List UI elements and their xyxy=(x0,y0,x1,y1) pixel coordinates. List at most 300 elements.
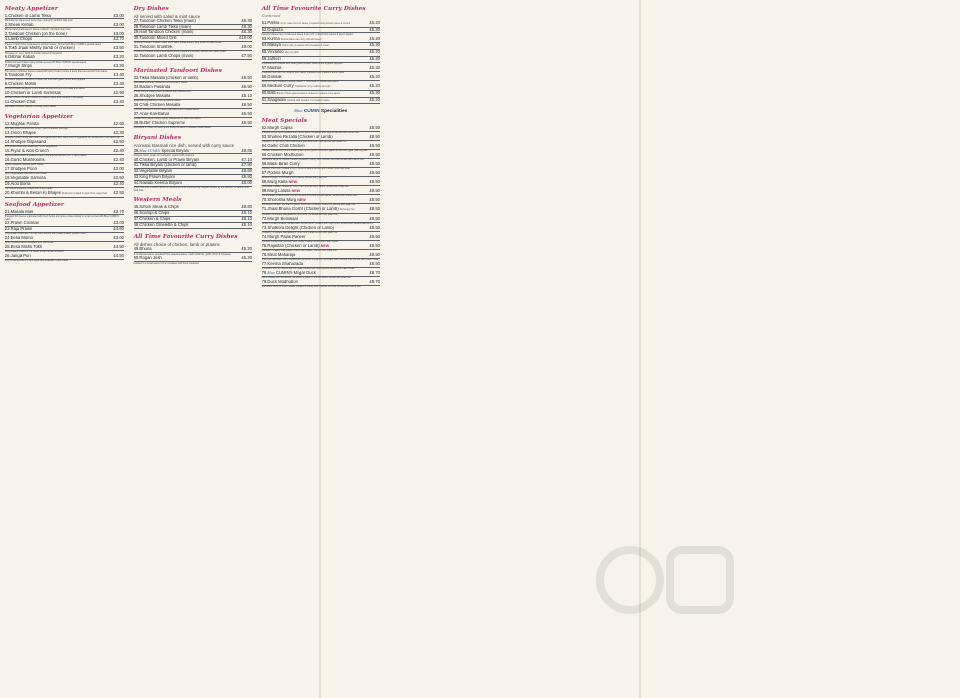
menu-item-description: Hot sweet 'n' sour, lamb or chicken tossed in tamarind xyxy=(4,51,62,55)
section-title xyxy=(134,197,252,204)
menu-item-name xyxy=(5,221,112,226)
section-title-text: Biryani Dishes xyxy=(133,135,181,142)
menu-item-name-text: 22.Prawn Cocktail xyxy=(4,221,39,226)
menu-item-name-text: 7.Murgh Strips xyxy=(4,64,33,69)
menu-item-name-text: 50.Rogan Josh xyxy=(133,256,162,261)
menu-item-name xyxy=(134,247,240,252)
menu-item-name xyxy=(134,217,240,222)
menu-item-name xyxy=(262,244,368,249)
menu-item-description: Tender chicken breasts, stuffed with minced lamb, cooked with fresh spice served with nawabi keema rice xyxy=(261,222,374,226)
section-subtitle: All dishes choice of chicken, lamb or prawns xyxy=(133,242,220,248)
menu-item-name-text: 28.Tandoori Lamb Tikka (main) xyxy=(133,24,192,29)
menu-item-name xyxy=(134,163,240,168)
menu-item-price: £6.50 xyxy=(241,119,252,125)
menu-item xyxy=(5,236,124,245)
section-title xyxy=(262,6,380,20)
menu-item-price: £3.00 xyxy=(113,21,124,27)
menu-item-description: Shredded chicken, stir fried in garlic, herbs and mustard. Fairly dry, served with plain rice xyxy=(261,203,356,207)
menu-item-name-text: 47.Chicken & Chips xyxy=(133,217,171,221)
menu-item-name-text: 69.Murg Lalusa xyxy=(261,189,291,193)
menu-item-name xyxy=(262,153,368,158)
section-title xyxy=(134,234,252,241)
menu-item-name-text: 26.Janga Puri xyxy=(4,254,31,259)
menu-item-name-text: 21.Masala Mas xyxy=(4,209,34,214)
menu-item-description: A popular dish cooked with fresh green chillies, diced onion & green peppers xyxy=(261,62,343,66)
menu-item-price: £8.50 xyxy=(369,134,380,140)
menu-item-price: £2.40 xyxy=(113,180,124,186)
menu-item-price: £7.80 xyxy=(241,162,252,168)
menu-item-name xyxy=(262,66,368,71)
menu-item-price: £5.10 xyxy=(241,92,252,98)
menu-item-name-text: 16.Garlic Mushrooms xyxy=(4,157,45,162)
menu-item-price: £8.50 xyxy=(369,242,380,248)
menu-item-name xyxy=(262,235,368,240)
menu-item-price: £6.30 xyxy=(241,23,252,29)
menu-item-price: £2.50 xyxy=(113,139,124,144)
menu-item xyxy=(5,131,124,140)
menu-item-price: £8.80 xyxy=(241,204,252,210)
section-title-text: All Time Favourite Curry Dishes xyxy=(261,5,366,12)
menu-item-price: £3.00 xyxy=(113,30,124,36)
menu-item-name-text: 23.Raja Prawn xyxy=(4,227,33,232)
menu-item-price: £8.70 xyxy=(369,278,380,284)
menu-item-description: Mushroom coated in gram flour, deep fried xyxy=(62,191,107,195)
menu-item xyxy=(5,14,124,23)
menu-item-description: Duck cooked with tomatoes, coriander & garlic in a thick sauce served with pilau rice xyxy=(261,276,351,280)
menu-item xyxy=(5,46,124,55)
menu-item-name xyxy=(5,182,112,187)
menu-item xyxy=(5,245,124,254)
menu-item-name-text: 31.Tandoori Shashlik xyxy=(133,45,173,50)
menu-item-price: £6.10 xyxy=(241,216,252,221)
menu-item-description: Cooked in a rich spicy thick sauce and garnished with nuts served with pilau rice xyxy=(261,140,347,144)
menu-item-description: Soft potato filled with seasoned mixed vegetables xyxy=(4,145,58,149)
menu-item-price: £5.20 xyxy=(241,255,252,261)
menu-item-price: £8.50 xyxy=(369,260,380,266)
menu-item-name xyxy=(134,223,240,228)
menu-item-price: £6.50 xyxy=(241,74,252,80)
menu-item xyxy=(262,171,380,180)
menu-item-description: Marinated & further cooked in rich & creamy sauce xyxy=(133,81,188,85)
menu-item-name xyxy=(262,57,368,62)
menu-item xyxy=(262,144,380,153)
menu-item-name-text: 32.Tandoori Lamb Chops (main) xyxy=(133,54,194,59)
menu-item-name-text: 42.Vegetable Biryani xyxy=(133,169,173,174)
menu-item-name-text: 6.Dilbhar Kabab xyxy=(4,55,35,60)
menu-item-name-text: 29.Half Tandoori Chicken (main) xyxy=(133,30,194,35)
menu-item-row xyxy=(262,84,380,91)
menu-item-price: £5.20 xyxy=(369,42,380,48)
section-subtitle: All served with salad & mint sauce xyxy=(133,13,201,19)
menu-item-name xyxy=(262,171,368,176)
menu-item xyxy=(262,207,380,217)
menu-item-price: £3.00 xyxy=(113,12,124,18)
menu-item-price: £8.50 xyxy=(369,143,380,149)
menu-item-row xyxy=(262,21,380,28)
menu-item xyxy=(262,271,380,280)
menu-item-name-text: 10.Chicken or Lamb Samosas xyxy=(4,91,61,96)
menu-item-description: King prawns tossed in light spice and wrapped in puri bread xyxy=(4,259,68,263)
menu-item-description: A medium dish of minced lamb & peas cooked with fresh spices served with naan bread xyxy=(261,267,355,271)
menu-item xyxy=(5,158,124,167)
menu-item xyxy=(5,55,124,64)
menu-item-price: £3.50 xyxy=(113,45,124,51)
brand-cumin-text: CUMIN xyxy=(303,109,320,115)
menu-item-name-text: 78. xyxy=(261,270,268,275)
menu-item-description: Chicken cooked in home made chilli sauce and masala sauce xyxy=(133,108,199,112)
menu-item-description: Cooked with spinach in a medium sauce xyxy=(286,98,330,102)
menu-item-name xyxy=(262,37,368,43)
menu-item-name-text: 51.Pathia xyxy=(261,20,280,25)
menu-item-name xyxy=(262,75,368,80)
menu-item-name-text: 59.Medium Curry xyxy=(261,83,294,88)
menu-item-description: Cooked in a unique Bangladeshi citrus fruit, pureé served with plain rice xyxy=(261,213,338,217)
menu-item xyxy=(262,98,380,105)
menu-item xyxy=(262,57,380,66)
menu-item xyxy=(262,75,380,84)
menu-item-price: £6.50 xyxy=(241,83,252,89)
menu-item-row xyxy=(262,43,380,50)
menu-item-price: £2.50 xyxy=(113,189,124,195)
menu-item-name xyxy=(5,91,112,96)
section-title xyxy=(262,118,380,125)
menu-item-name xyxy=(5,191,112,197)
menu-item-description: Kurma dishes are very mild and sweet xyxy=(280,37,322,41)
menu-item-price: £2.90 xyxy=(113,90,124,96)
menu-item-name-text: 1.Chicken or Lamb Tikka xyxy=(4,13,51,18)
menu-item-name xyxy=(262,50,368,56)
new-badge: NEW xyxy=(320,243,330,248)
menu-item-description: A rich yet mild lamb curry cooked with almonds & yoghurt, sprinkled with crushed nuts served with mattor pilau xyxy=(261,258,379,262)
menu-item xyxy=(5,64,124,73)
menu-item-description: Succulent strips of chicken breasts cooked in honey and crushed red chilli served with carrot rice xyxy=(261,158,364,162)
menu-item-name-text: 14.Shobjee Dilpasand xyxy=(4,140,46,144)
menu-item-price: £10.00 xyxy=(239,35,252,41)
menu-item-description: Chicken cooked with spinach and Indian cheese served with naan bread xyxy=(261,240,339,244)
menu-item-name xyxy=(134,19,240,24)
menu-item-name-text: 68.Murg Kalla xyxy=(261,180,288,185)
section-title-text: Meat Specials xyxy=(261,118,308,125)
menu-item-description: Marinated in spices and herbs then cooked in tandoori clay oven xyxy=(4,18,73,22)
menu-item-description: A rich rice dish in which mince is transformed into a wonderfully fragrant biryani by the addition of saffron and fried nuts xyxy=(133,186,249,192)
menu-item-price: £8.50 xyxy=(369,205,380,211)
menu-section xyxy=(262,108,380,289)
specialities-heading xyxy=(262,108,380,115)
menu-item-name-text: 34.Badam Pasanda xyxy=(133,84,171,89)
menu-item-name-text: 60.Balti xyxy=(261,90,276,95)
menu-item xyxy=(5,122,124,131)
menu-item-price: £2.40 xyxy=(113,156,124,162)
section-title xyxy=(5,6,124,13)
menu-item xyxy=(262,162,380,171)
menu-column-right xyxy=(256,0,384,698)
menu-item xyxy=(5,37,124,46)
menu-item-description: Chicken fried then cooked in rich, coconut sauce served with narikel (coconut) pilau xyxy=(261,167,350,171)
menu-item-description: King prawns tossed in hot sweet & sour tamarind sauce xyxy=(4,250,64,254)
menu-item-name xyxy=(5,55,112,60)
menu-item-name-text: 49.Bhuna xyxy=(133,247,152,252)
menu-item-name xyxy=(134,112,240,117)
menu-item-name xyxy=(134,121,240,126)
menu-item-description: Cooked with diced onions, lightly sweetened in thick mild sauce xyxy=(133,117,201,121)
menu-item-name-text: 41.Tikka Biryani (chicken or lamb) xyxy=(133,163,197,168)
menu-item-price: £8.50 xyxy=(369,161,380,167)
brand-blue-text: Blue CUMIN xyxy=(139,148,161,153)
menu-item-name-text: 61.Saagwala xyxy=(261,97,286,102)
menu-item-name xyxy=(5,122,112,127)
menu-item-name xyxy=(134,103,240,108)
menu-item-row xyxy=(262,37,380,44)
menu-item-name-text: 76.Meat Maharaja xyxy=(261,252,296,257)
menu-item-name-text: 43.King Prawn Biryani xyxy=(133,175,175,180)
menu-item-name xyxy=(5,236,112,241)
menu-item-price: £8.50 xyxy=(369,170,380,176)
menu-item-name-text: 3.Tandoori Chicken (on the bone) xyxy=(4,31,67,36)
menu-item-price: £8.50 xyxy=(369,152,380,158)
menu-item-price: £6.10 xyxy=(241,221,252,227)
new-badge: NEW xyxy=(288,180,298,185)
menu-item-name-text: 48.Chicken Omelette & Chips xyxy=(133,222,189,227)
menu-item-price: £9.80 xyxy=(241,174,252,180)
menu-item xyxy=(134,103,252,112)
menu-item xyxy=(5,227,124,236)
menu-item-name-text: 38.Butter Chicken Supreme xyxy=(133,120,186,125)
menu-item xyxy=(5,191,124,198)
menu-item-name-text: 33.Tikka Masalla (chicken or lamb) xyxy=(133,75,199,80)
menu-item xyxy=(262,198,380,207)
menu-item xyxy=(262,244,380,253)
menu-item-description: Minced chicken wrapped in soft bread served with crunchy salad and sauce xyxy=(4,87,85,91)
menu-item-description: Cooked in a fairly thick sauce (chef's own made), served with Pilau rice xyxy=(261,249,337,253)
menu-item xyxy=(262,21,380,28)
menu-item-name-text: 62.Murgh Capsa xyxy=(261,126,293,131)
menu-item-name xyxy=(262,180,368,185)
menu-item xyxy=(5,91,124,100)
menu-item-name-text: 57.Madras xyxy=(261,65,282,70)
menu-item-name-text: 77.Keema Shahazada xyxy=(261,261,304,266)
menu-item-name-text: 25.Eesa Mishti Tokh xyxy=(4,245,43,250)
menu-item-name-text: 70.Shorosha Murg xyxy=(261,197,297,202)
menu-item-name-text: 75.Rajastan (Chicken or Lamb) xyxy=(261,243,320,248)
menu-item-name xyxy=(5,149,112,154)
menu-item xyxy=(5,82,124,91)
menu-item-price: £8.50 xyxy=(369,125,380,131)
menu-item-row xyxy=(262,98,380,105)
menu-item-description: A popular dish with hot, slightly sour taste, prepared with chillies & lemon juice xyxy=(261,71,345,75)
menu-item-description: Traditional curry medium strength xyxy=(294,84,331,88)
menu-item-name-text: 58.Dansak xyxy=(261,74,282,79)
section-title-text: Vegetarian Appetizer xyxy=(4,114,74,121)
menu-item-name-text: 15.Piyaz & Aloo Crunch xyxy=(4,148,49,153)
menu-item-price: £5.20 xyxy=(369,73,380,79)
menu-column-left xyxy=(0,0,128,698)
menu-item-description: Extremely hot xyxy=(339,207,355,211)
menu-item xyxy=(262,217,380,226)
menu-item-price: £3.40 xyxy=(113,99,124,105)
menu-item-price: £5.20 xyxy=(369,64,380,70)
menu-item-name xyxy=(262,262,368,267)
menu-item-name-text: 52.Dupiaza xyxy=(261,27,283,32)
menu-item-name-text: 5.Tokh Jhaal Mishty (lamb or chicken) xyxy=(4,46,75,51)
menu-item-name xyxy=(134,158,240,163)
menu-item-description: Thin sliced potatoes coated with crispy batter xyxy=(4,186,53,190)
menu-item xyxy=(134,149,252,158)
section-title-text: Marinated Tandoori Dishes xyxy=(133,67,222,74)
menu-item-name xyxy=(5,140,112,145)
menu-item-description: Chunks of chicken & lamb with sauté onion, peppers & tomato, served with naan bread xyxy=(133,50,226,54)
menu-item-name xyxy=(262,217,368,222)
menu-item-price: £7.10 xyxy=(241,156,252,162)
menu-item-description: Marinated in butter & mixed spice further cooked in delicate cream sauce xyxy=(133,126,211,130)
menu-item-name-text: 54.Malaya xyxy=(261,43,281,48)
menu-item-name xyxy=(5,254,112,259)
menu-item-name xyxy=(262,21,368,27)
menu-item-name-text: 56.Jalfrezi xyxy=(261,56,281,61)
menu-item-description: Spicy minced prawns wrapped with soft bread xyxy=(4,241,54,245)
menu-item-price: £3.70 xyxy=(113,208,124,214)
menu-item-price: £5.20 xyxy=(241,246,252,252)
menu-item-name-text: 19.Aloo Borra xyxy=(4,181,31,186)
menu-item-description: Combination of sliced and minced chicken in a thick tomato sauce, served with Cumin rice xyxy=(261,194,357,198)
menu-item-price: £5.20 xyxy=(369,96,380,102)
menu-section xyxy=(134,135,252,192)
menu-item-description: A hot, sweet & sour sauce, prepared using tomato puree & onions xyxy=(280,21,351,25)
menu-item xyxy=(134,45,252,54)
menu-item-row xyxy=(262,50,380,57)
menu-item xyxy=(134,112,252,121)
menu-item xyxy=(262,262,380,271)
menu-item xyxy=(134,247,252,256)
menu-item-price: £8.70 xyxy=(369,269,380,275)
menu-item-description: Marinated chicken cooked in chef's own special spicy sauce, served with Pilau rice xyxy=(261,185,349,189)
menu-item xyxy=(134,256,252,265)
menu-section xyxy=(5,202,124,264)
menu-item-name xyxy=(262,91,368,97)
menu-item-name xyxy=(262,271,368,276)
menu-item-name xyxy=(5,73,112,78)
menu-item-name xyxy=(134,85,240,90)
menu-item-description: Chicken on the bone cooked with mixed spice, tomatoes and yoghurt served with cumin rice xyxy=(261,131,359,135)
menu-item-name-text: CUMIN's Mojjar Duck xyxy=(274,270,316,275)
section-title-text: All Time Favourite Curry Dishes xyxy=(133,234,238,241)
section-title-text: Seafood Appetizer xyxy=(4,201,64,208)
menu-item-name xyxy=(134,256,240,261)
menu-item-price: £8.50 xyxy=(369,251,380,257)
menu-item-description: Tandoori chicken, chicken tikka, lamb tikka, sheek kebab, king prawn & naan bread xyxy=(133,41,222,45)
menu-item-name xyxy=(5,158,112,163)
menu-item-name xyxy=(262,28,368,33)
menu-item-name xyxy=(262,280,368,285)
menu-item-price: £3.00 xyxy=(113,220,124,226)
menu-item-name-text: 9.Chicken MoMo xyxy=(4,82,37,87)
menu-item-name xyxy=(5,32,112,37)
menu-item-name xyxy=(5,210,112,215)
menu-item-name xyxy=(134,94,240,99)
menu-item xyxy=(134,181,252,193)
menu-item-name xyxy=(5,14,112,19)
menu-item-description: Minced chicken in a creamy curry sauce served with pilau rice xyxy=(261,176,328,180)
menu-item-name-text: 64.Garlic Chilli Chicken xyxy=(261,144,305,149)
menu-section xyxy=(5,114,124,197)
menu-item-name-text: 27.Tandoori Chicken Tikka (main) xyxy=(133,18,196,23)
menu-item-name xyxy=(262,135,368,140)
menu-item-description: Seasonal vegetables in rich & creamy sauce xyxy=(133,99,181,103)
section-title-text: Dry Dishes xyxy=(133,5,169,12)
menu-item-name xyxy=(5,46,112,51)
menu-item-name xyxy=(262,98,368,104)
menu-item-name xyxy=(134,45,240,50)
menu-item-name-text: 74.Murgh Palak Paneer xyxy=(261,234,306,239)
menu-item-description: Lightly tossed in special garlic sauce xyxy=(4,163,44,167)
menu-item-description: Chopped onion mixed with fresh herb spices and flour, deep fried in vegetable oil, served with mint sauce dip xyxy=(4,136,120,140)
menu-item xyxy=(134,54,252,60)
menu-item-name-text: 37.Anar-Kali-Bahar xyxy=(133,111,170,116)
menu-item-row xyxy=(134,54,252,60)
menu-item-price: £8.50 xyxy=(369,196,380,202)
menu-item-name-text: 24.Eesa Momo xyxy=(4,236,33,241)
menu-item-description: Soft flaky pastry stuffed with onion, fresh coriander and egg xyxy=(4,127,68,131)
menu-item xyxy=(262,226,380,235)
menu-item xyxy=(262,37,380,44)
menu-item-description: Minced chicken or lamb cooked in medium spice and covered in filo pastry xyxy=(4,96,84,100)
menu-item-price: £3.20 xyxy=(113,54,124,60)
menu-item-name-text: 65.Chicken Modhubon xyxy=(261,153,304,158)
menu-item-name xyxy=(262,84,368,90)
menu-item-name xyxy=(262,126,368,131)
menu-item-name xyxy=(134,149,240,154)
menu-item xyxy=(262,28,380,37)
menu-item xyxy=(5,73,124,82)
menu-item-name-text: 17.Shobjee Poori xyxy=(4,166,37,171)
menu-item-description: Spicy vegetables wrapped in puri bread xyxy=(4,172,47,176)
brand-blue-text: Blue xyxy=(294,109,303,114)
menu-item-price: £8.00 xyxy=(241,179,252,185)
menu-item xyxy=(5,23,124,32)
menu-item-name-text: 4.Lamb Chops xyxy=(4,37,33,42)
menu-item xyxy=(262,66,380,75)
menu-item-name-text: 67.Podina Murgh xyxy=(261,171,294,176)
menu-item-name xyxy=(5,245,112,250)
menu-item-price: £8.85 xyxy=(241,147,252,153)
menu-item-name xyxy=(5,227,112,232)
menu-item-price: £8.50 xyxy=(369,224,380,230)
menu-item-name-text: 35.Shobjee Masalla xyxy=(133,93,171,98)
menu-item-name-text: 13.Onion Bhajee xyxy=(4,131,36,136)
menu-item xyxy=(134,85,252,94)
menu-item-name xyxy=(262,207,368,213)
menu-item-description: Fairly mild, prepared with pineapple & cream xyxy=(282,44,330,48)
menu-item-price: £3.70 xyxy=(113,36,124,42)
menu-item-description: Dupiaza dishes have condensed sauce & are rich in diced fried onions & green pepper xyxy=(261,32,354,36)
menu-item-name-text: 79.Duck Modhubon xyxy=(261,279,298,284)
menu-item-price: £2.00 xyxy=(113,165,124,171)
specialities-word: Specialities xyxy=(320,109,348,115)
menu-item xyxy=(262,84,380,91)
menu-item-name-text: Special Biryani xyxy=(160,148,190,153)
menu-item xyxy=(5,140,124,149)
menu-item-price: £5.20 xyxy=(369,26,380,32)
menu-item-name-text: 71.Jhaal Bhuna Gosht (Chicken or Lamb) xyxy=(261,206,339,211)
menu-item-price: £3.40 xyxy=(113,81,124,87)
menu-item-price: £4.50 xyxy=(113,244,124,250)
menu-item-price: £3.40 xyxy=(113,72,124,78)
menu-item-description: Minced lamb marinated in spices cooked in tandoori clay oven xyxy=(4,27,71,31)
menu-item-description: Pieces of lamb chop marinated in tandoori sauce. Served with Blue CUMIN's special sauce xyxy=(4,42,102,46)
menu-item-price: £3.00 xyxy=(113,235,124,241)
menu-item-name-text: 39. xyxy=(133,148,140,153)
menu-item-price: £2.30 xyxy=(113,130,124,136)
section-title-text: Meaty Appetizer xyxy=(4,5,58,12)
